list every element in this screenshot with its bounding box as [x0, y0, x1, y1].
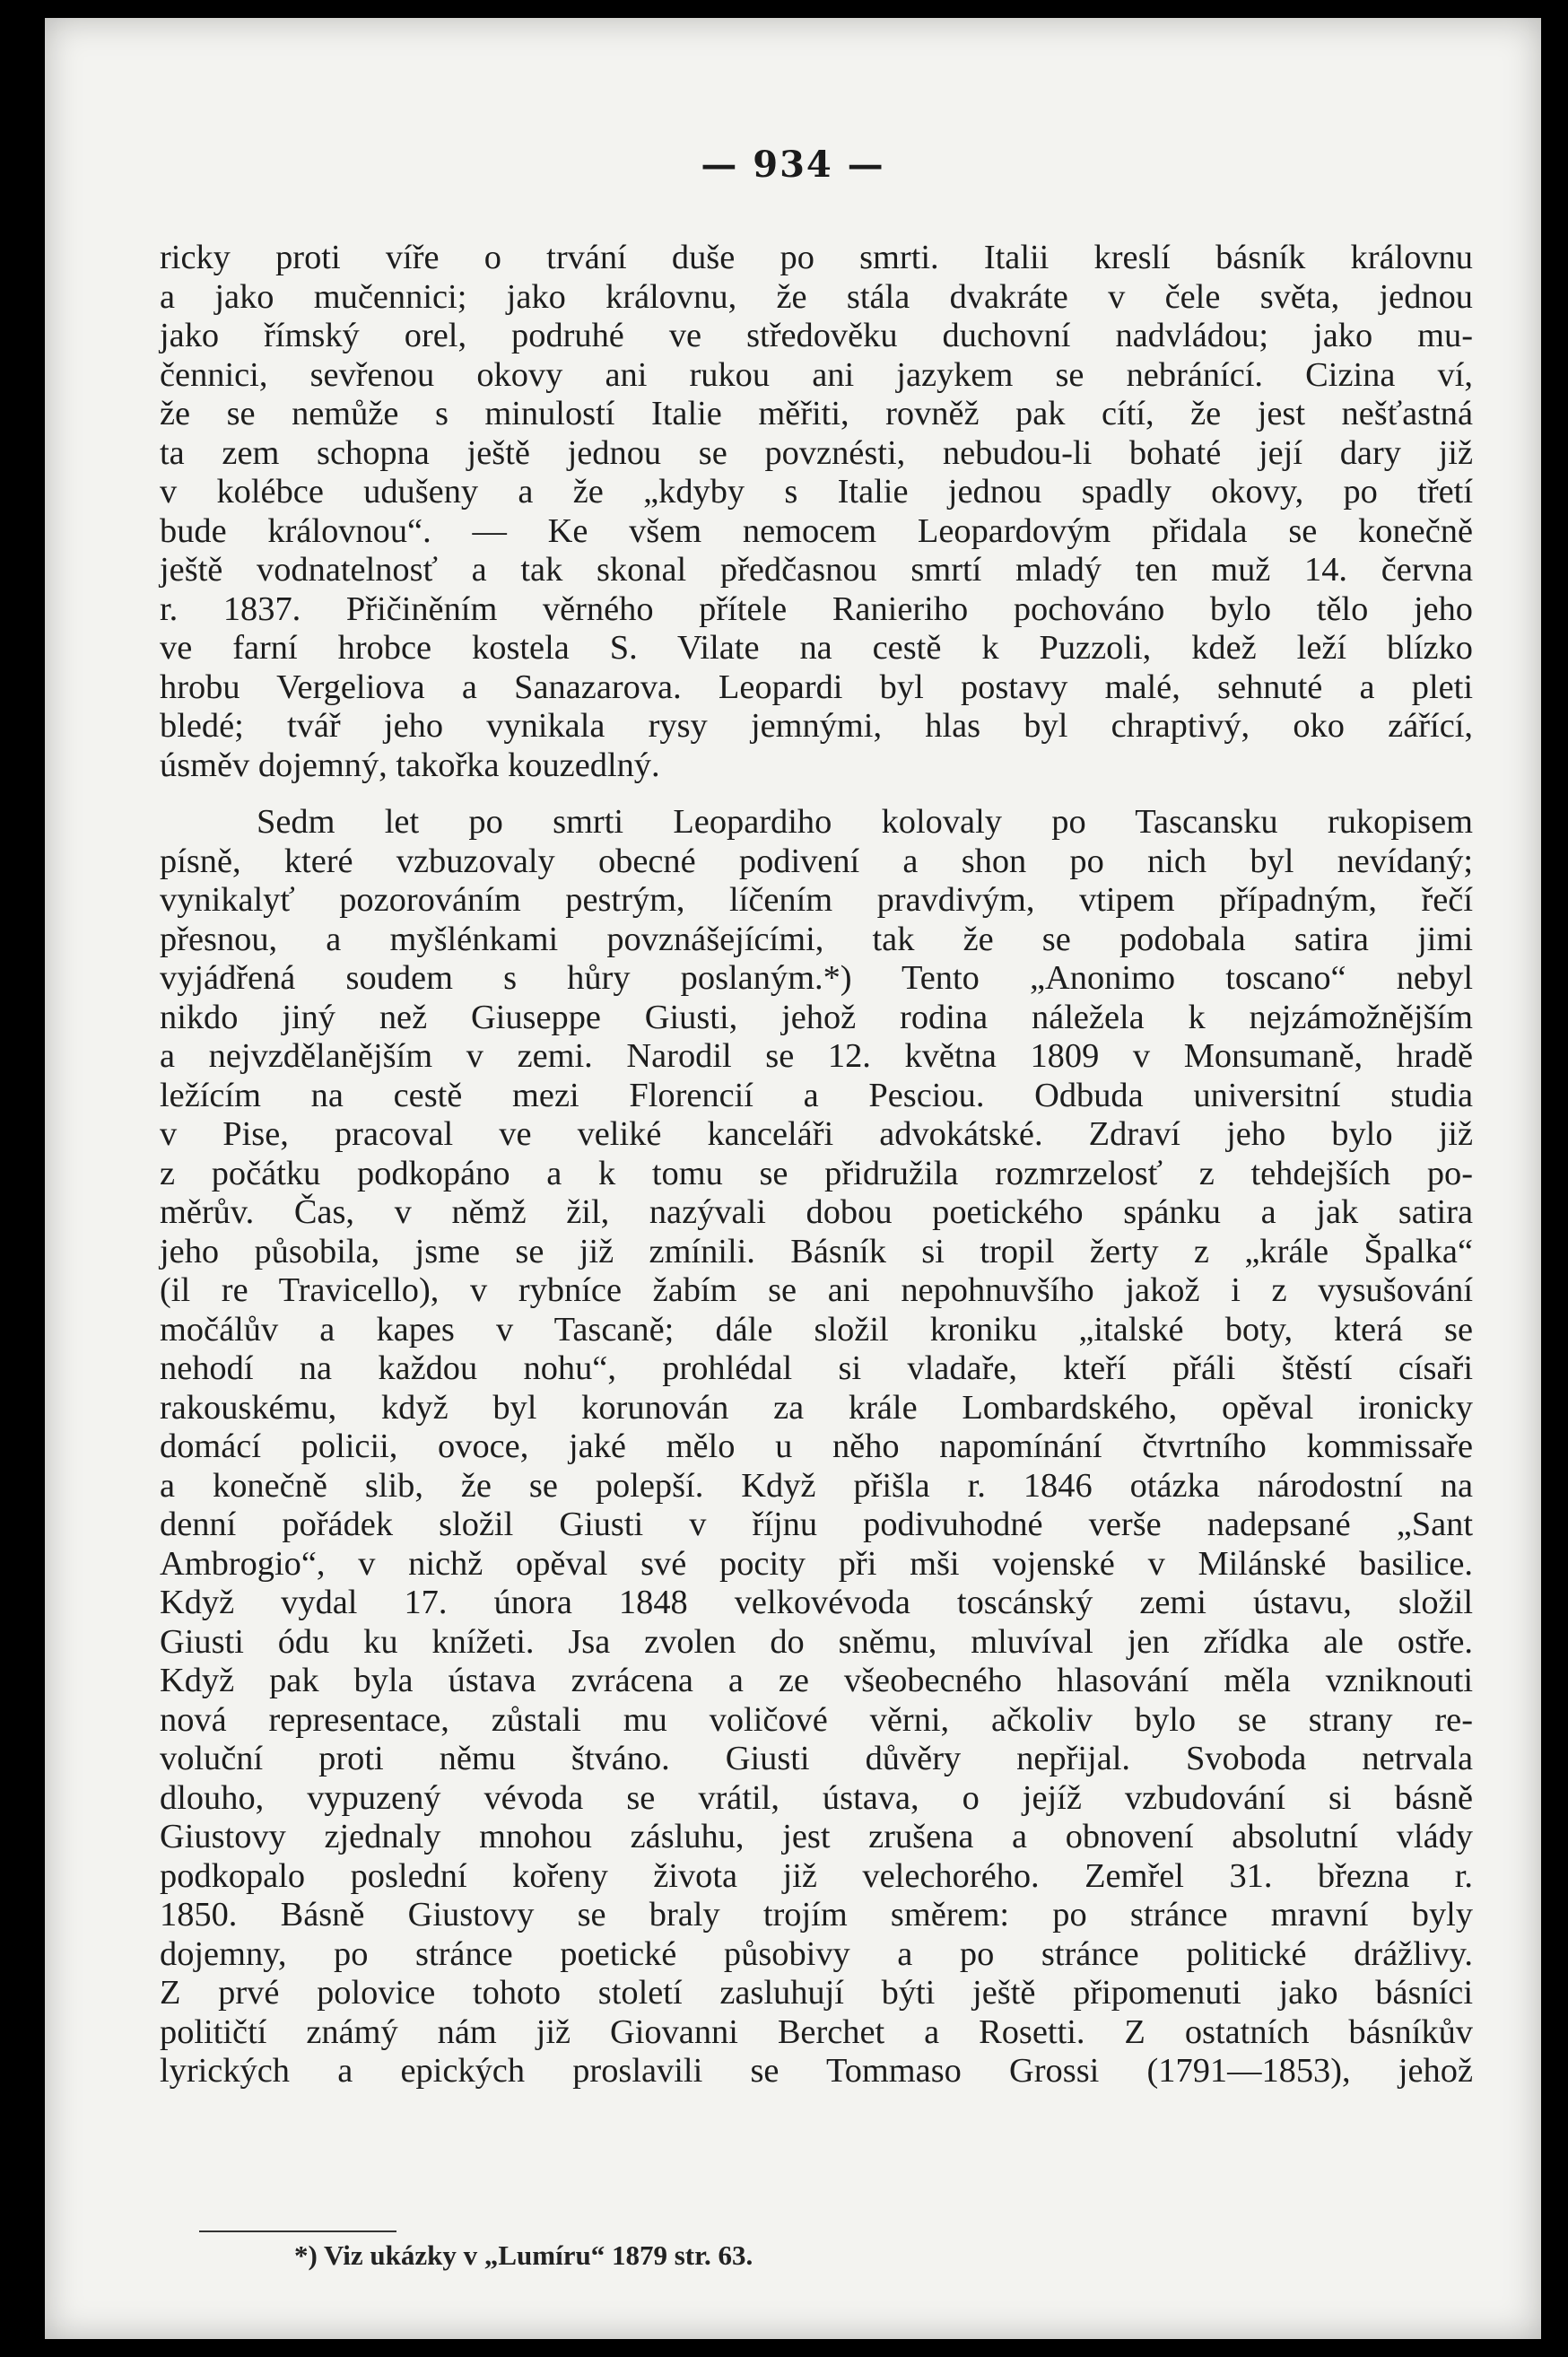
- footnote: *) Viz ukázky v „Lumíru“ 1879 str. 63.: [294, 2239, 754, 2271]
- text-line: denní pořádek složil Giusti v říjnu podivuhodné verše nadepsané „Sant: [160, 1506, 1473, 1543]
- text-line: dojemny, po stránce poetické působivy a po stránce politické drážlivy.: [160, 1934, 1473, 1973]
- text-line: bledé; tvář jeho vynikala rysy jemnými, hlas byl chraptivý, oko zářící,: [160, 707, 1473, 745]
- text-line: nikdo jiný než Giuseppe Giusti, jehož rodina náležela k nejzámožnějším: [160, 998, 1473, 1036]
- text-line: vynikalyť pozorováním pestrým, líčením pravdivým, vtipem případným, řečí: [160, 881, 1473, 919]
- text-line: močálův a kapes v Tascaně; dále složil kroniku „italské boty, která se: [160, 1310, 1473, 1349]
- text-line: (il re Travicello), v rybníce žabím se ani nepohnuvšího jakož i z vysušování: [160, 1271, 1473, 1309]
- paragraph-gap: [160, 785, 1473, 803]
- text-line: ve farní hrobce kostela S. Vilate na cestě k Puzzoli, kdež leží blízko: [160, 629, 1473, 667]
- text-line: písně, které vzbuzovaly obecné podivení a shon po nich byl nevídaný;: [160, 842, 1473, 880]
- book-page: [45, 18, 1541, 2339]
- text-line: r. 1837. Přičiněním věrného přítele Ranieriho pochováno bylo tělo jeho: [160, 589, 1473, 628]
- text-line: Ambrogio“, v nichž opěval své pocity při mši vojenské v Milánské basilice.: [160, 1544, 1473, 1583]
- text-line: jeho působila, jsme se již zmínili. Básník si tropil žerty z „krále Špalka“: [160, 1232, 1473, 1270]
- text-line: domácí policii, ovoce, jaké mělo u něho napomínání čtvrtního kommissaře: [160, 1427, 1473, 1465]
- text-line: v Pise, pracoval ve veliké kanceláři advokátské. Zdraví jeho bylo již: [160, 1115, 1473, 1153]
- text-line: čennici, sevřenou okovy ani rukou ani jazykem se nebránící. Cizina ví,: [160, 355, 1473, 394]
- text-line: ještě vodnatelnosť a tak skonal předčasnou smrtí mladý ten muž 14. června: [160, 551, 1473, 589]
- text-line: vyjádřená soudem s hůry poslaným.*) Tento „Anonimo toscano“ nebyl: [160, 959, 1473, 997]
- text-line: z počátku podkopáno a k tomu se přidružila rozmrzelosť z tehdejších po-: [160, 1154, 1473, 1192]
- text-line: podkopalo poslední kořeny života již velechorého. Zemřel 31. března r.: [160, 1856, 1473, 1895]
- text-line: v kolébce udušeny a že „kdyby s Italie jednou spadly okovy, po třetí: [160, 473, 1473, 511]
- text-line: Z prvé polovice tohoto století zasluhují býti ještě připomenuti jako básníci: [160, 1974, 1473, 2012]
- text-line: hrobu Vergeliova a Sanazarova. Leopardi byl postavy malé, sehnuté a pleti: [160, 668, 1473, 706]
- text-line: ležícím na cestě mezi Florencií a Pesciou. Odbuda universitní studia: [160, 1076, 1473, 1114]
- text-line: rakouskému, když byl korunován za krále Lombardského, opěval ironicky: [160, 1388, 1473, 1427]
- text-line: dlouho, vypuzený vévoda se vrátil, ústava, o jejíž vzbudování si básně: [160, 1778, 1473, 1817]
- paragraph-2: [160, 803, 1473, 2091]
- text-line: úsměv dojemný, takořka kouzedlný.: [160, 746, 660, 784]
- text-line: nová representace, zůstali mu voličové věrni, ačkoliv bylo se strany re-: [160, 1700, 1473, 1739]
- text-line: Sedm let po smrti Leopardiho kolovaly po Tascansku rukopisem: [257, 803, 1473, 841]
- text-line: političtí známý nám již Giovanni Berchet a Rosetti. Z ostatních básníkův: [160, 2012, 1473, 2051]
- paragraph-1: [160, 239, 1473, 785]
- text-line: Když vydal 17. února 1848 velkovévoda toscánský zemi ústavu, složil: [160, 1584, 1473, 1621]
- text-line: a jako mučennici; jako královnu, že stála dvakráte v čele světa, jednou: [160, 277, 1473, 316]
- text-line: a konečně slib, že se polepší. Když přišla r. 1846 otázka národostní na: [160, 1466, 1473, 1505]
- text-line: že se nemůže s minulostí Italie měřiti, rovněž pak cítí, že jest nešťastná: [160, 395, 1473, 432]
- text-line: a nejvzdělanějším v zemi. Narodil se 12. května 1809 v Monsumaně, hradě: [160, 1037, 1473, 1075]
- text-line: přesnou, a myšlénkami povznášejícími, tak že se podobala satira jimi: [160, 920, 1473, 958]
- page-number: — 934 —: [701, 144, 885, 186]
- text-line: Giusti ódu ku knížeti. Jsa zvolen do sněmu, mluvíval jen zřídka ale ostře.: [160, 1622, 1473, 1661]
- body-text: [160, 239, 1473, 2091]
- text-line: voluční proti němu štváno. Giusti důvěry nepřijal. Svoboda netrvala: [160, 1740, 1473, 1777]
- text-line: bude královnou“. — Ke všem nemocem Leopardovým přidala se konečně: [160, 511, 1473, 550]
- text-line: měrův. Čas, v němž žil, nazývali dobou poetického spánku a jak satira: [160, 1193, 1473, 1231]
- text-line: ricky proti víře o trvání duše po smrti. Italii kreslí básník královnu: [160, 239, 1473, 276]
- text-line: lyrických a epických proslavili se Tommaso Grossi (1791—1853), jehož: [160, 2052, 1473, 2090]
- text-line: Giustovy zjednaly mnohou zásluhu, jest zrušena a obnovení absolutní vlády: [160, 1818, 1473, 1855]
- text-line: nehodí na každou nohu“, prohlédal si vladaře, kteří přáli štěstí císaři: [160, 1349, 1473, 1387]
- text-line: Když pak byla ústava zvrácena a ze všeobecného hlasování měla vzniknouti: [160, 1662, 1473, 1699]
- text-line: ta zem schopna ještě jednou se povznésti, nebudou-li bohaté její dary již: [160, 433, 1473, 472]
- text-line: jako římský orel, podruhé ve středověku duchovní nadvládou; jako mu-: [160, 317, 1473, 354]
- text-line: 1850. Básně Giustovy se braly trojím směrem: po stránce mravní byly: [160, 1896, 1473, 1934]
- footnote-rule: [199, 2230, 396, 2232]
